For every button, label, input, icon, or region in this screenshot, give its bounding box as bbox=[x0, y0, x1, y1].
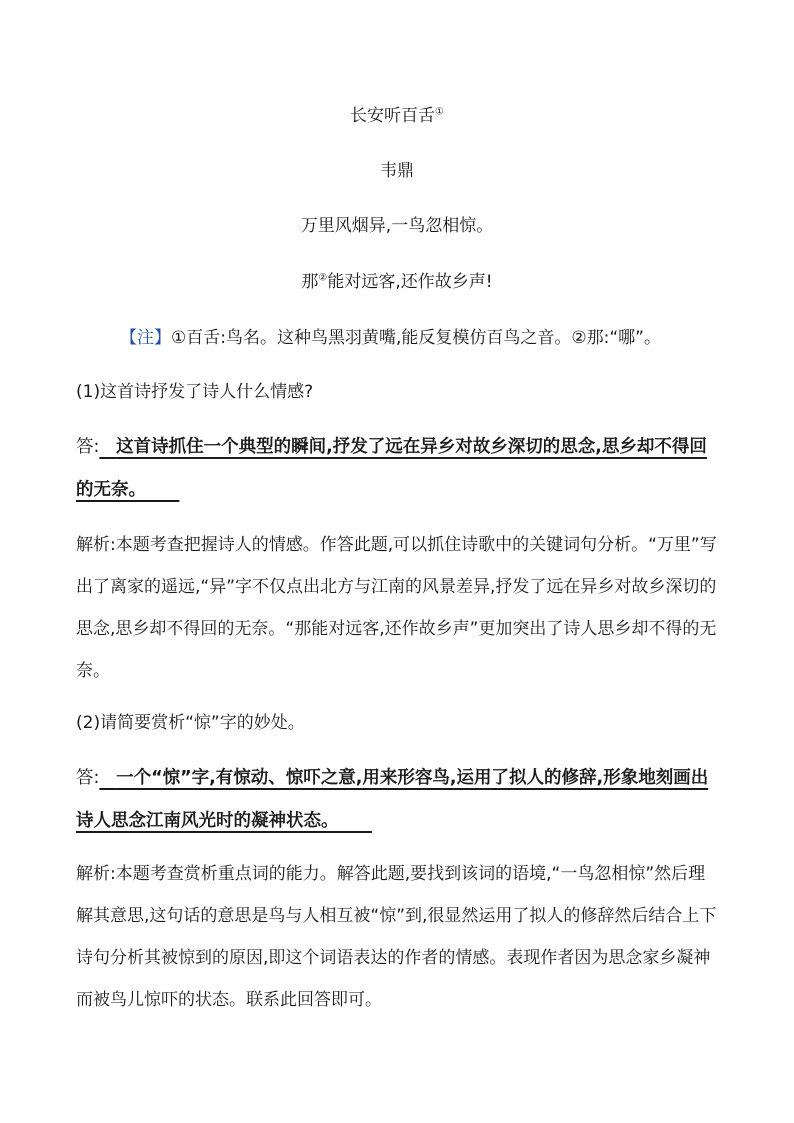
title-footnote-marker: ① bbox=[435, 106, 444, 118]
line-footnote-marker: ② bbox=[318, 272, 328, 284]
poem-title-text: 长安听百舌 bbox=[350, 106, 436, 126]
question-2: (2)请简要赏析“惊”字的妙处。 bbox=[76, 713, 305, 733]
note-tag: 【注】 bbox=[120, 328, 171, 348]
answer-2-prefix: 答: bbox=[76, 768, 100, 788]
answer-2-text: 一个“惊”字,有惊动、惊吓之意,用来形容鸟,运用了拟人的修辞,形象地刻画出诗人思念江南风光时的凝神状态。 bbox=[76, 768, 709, 831]
answer-1-prefix: 答: bbox=[76, 437, 100, 457]
poem-line-2 bbox=[0, 270, 794, 294]
answer-1-text: 这首诗抓住一个典型的瞬间,抒发了远在异乡对故乡深切的思念,思乡却不得回的无奈。 bbox=[76, 437, 707, 500]
answer-1 bbox=[76, 426, 722, 512]
poem-line-1: 万里风烟异,一鸟忽相惊。 bbox=[300, 216, 494, 236]
poem-title bbox=[0, 104, 794, 128]
answer-2 bbox=[76, 757, 722, 843]
poem-line-2-post: 能对远客,还作故乡声! bbox=[327, 272, 493, 292]
note-text: ①百舌:鸟名。这种鸟黑羽黄嘴,能反复模仿百鸟之音。②那:“哪”。 bbox=[171, 328, 661, 348]
annotation-note bbox=[120, 326, 661, 350]
poem-author: 韦鼎 bbox=[380, 161, 414, 181]
poem-line-2-pre: 那 bbox=[301, 272, 319, 292]
analysis-2: 解析:本题考查赏析重点词的能力。解答此题,要找到该词的语境,“一鸟忽相惊”然后理解其意思,这句话的意思是鸟与人相互被“惊”到,很显然运用了拟人的修辞然后结合上下诗句分析其被惊到的原因,即这个词语表达的作者的情感。表现作者因为思念家乡凝神而被鸟儿惊吓的状态。联系此回答即可。 bbox=[76, 864, 717, 1010]
analysis-1: 解析:本题考查把握诗人的情感。作答此题,可以抓住诗歌中的关键词句分析。“万里”写出了离家的遥远,“异”字不仅点出北方与江南的风景差异,抒发了远在异乡对故乡深切的思念,思乡却不得回的无奈。“那能对远客,还作故乡声”更加突出了诗人思乡却不得的无奈。 bbox=[76, 535, 717, 681]
question-1: (1)这首诗抒发了诗人什么情感? bbox=[76, 382, 314, 402]
